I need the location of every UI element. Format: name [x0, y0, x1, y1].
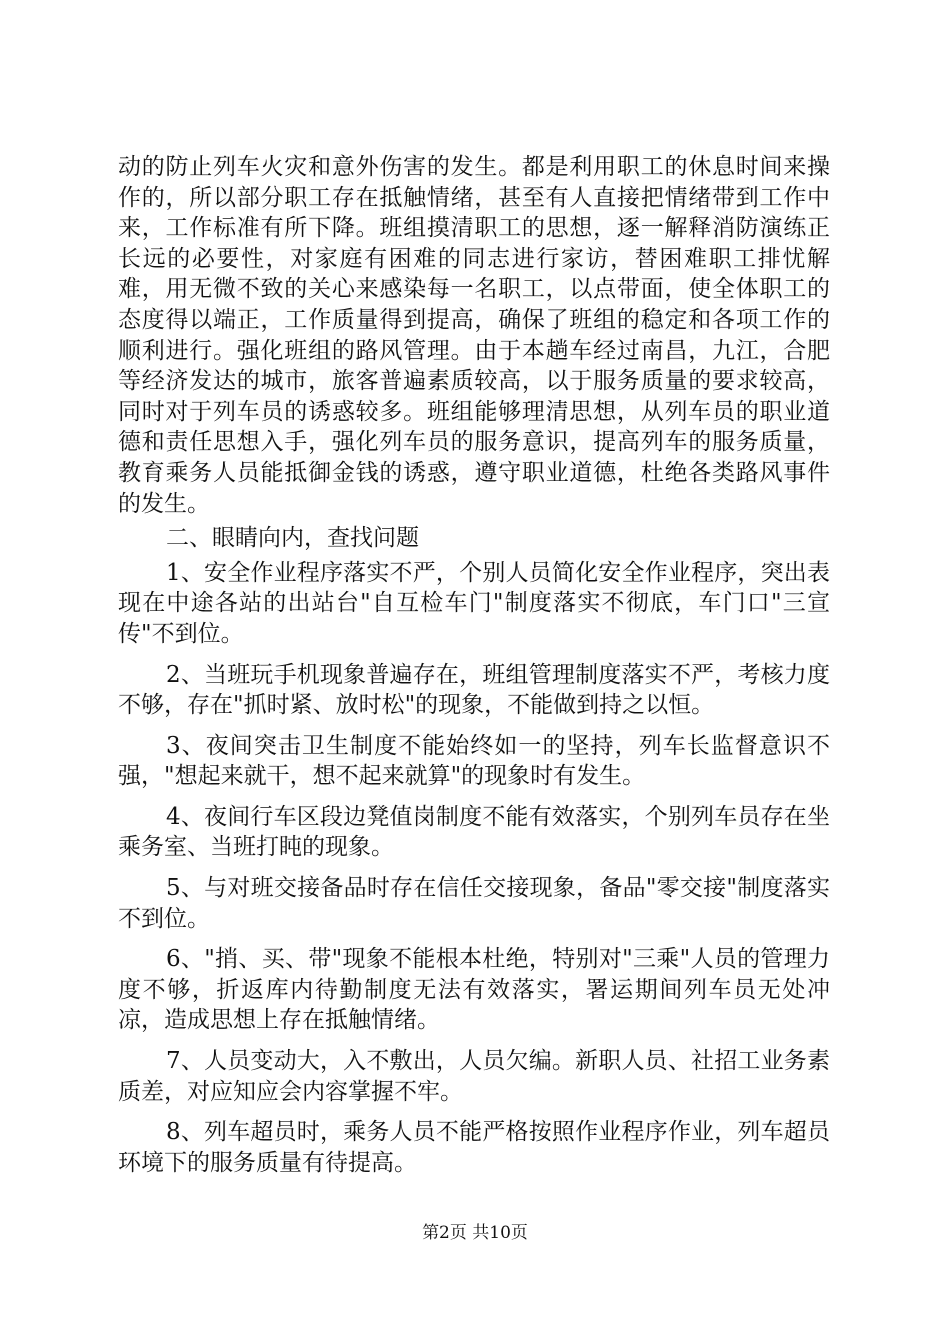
document-body	[118, 152, 830, 1188]
issue-item-7: 7、人员变动大，入不敷出，人员欠编。新职人员、社招工业务素质差，对应知应会内容掌握不牢。	[118, 1048, 830, 1105]
page-number-footer: 第2页 共10页	[422, 1223, 528, 1243]
issue-item-2: 2、当班玩手机现象普遍存在，班组管理制度落实不严，考核力度不够，存在"抓时紧、放时松"的现象，不能做到持之以恒。	[118, 661, 830, 719]
issue-item-5: 5、与对班交接备品时存在信任交接现象，备品"零交接"制度落实不到位。	[118, 875, 830, 932]
section-heading: 二、眼睛向内，查找问题	[166, 525, 419, 552]
issue-item-1: 1、安全作业程序落实不严，个别人员简化安全作业程序，突出表现在中途各站的出站台"自互检车门"制度落实不彻底，车门口"三宣传"不到位。	[118, 559, 830, 647]
issue-item-8: 8、列车超员时，乘务人员不能严格按照作业程序作业，列车超员环境下的服务质量有待提高。	[118, 1119, 830, 1176]
issue-item-4: 4、夜间行车区段边凳值岗制度不能有效落实，个别列车员存在坐乘务室、当班打盹的现象。	[118, 803, 830, 861]
paragraph-continuation: 动的防止列车火灾和意外伤害的发生。都是利用职工的休息时间来操作的，所以部分职工存在抵触情绪，甚至有人直接把情绪带到工作中来，工作标准有所下降。班组摸清职工的思想，逐一解释消防演练正长远的必要性，对家庭有困难的同志进行家访，替困难职工排忧解难，用无微不致的关心来感染每一名职工，以点带面，使全体职工的态度得以端正，工作质量得到提高，确保了班组的稳定和各项工作的顺利进行。强化班组的路风管理。由于本趟车经过南昌，九江，合肥等经济发达的城市，旅客普遍素质较高，以于服务质量的要求较高，同时对于列车员的诱惑较多。班组能够理清思想，从列车员的职业道德和责任思想入手，强化列车员的服务意识，提高列车的服务质量，教育乘务人员能抵御金钱的诱惑，遵守职业道德，杜绝各类路风事件的发生。	[118, 154, 830, 517]
issue-item-6: 6、"捎、买、带"现象不能根本杜绝，特别对"三乘"人员的管理力度不够，折返库内待勤制度无法有效落实，署运期间列车员无处冲凉，造成思想上存在抵触情绪。	[118, 946, 830, 1034]
issue-item-3: 3、夜间突击卫生制度不能始终如一的坚持，列车长监督意识不强，"想起来就干，想不起来就算"的现象时有发生。	[118, 732, 830, 790]
